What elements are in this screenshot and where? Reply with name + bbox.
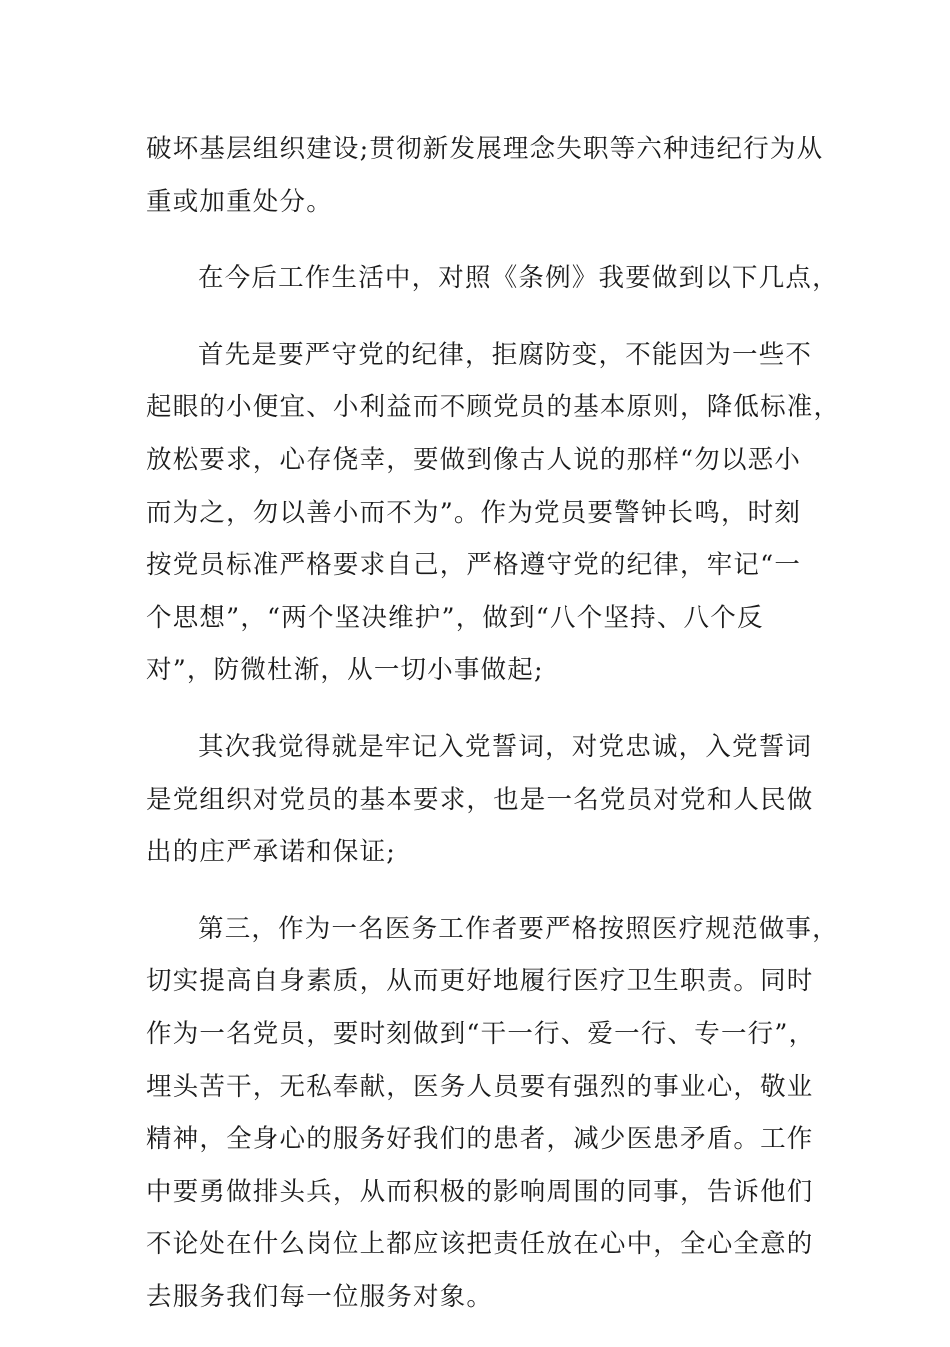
text-line: 首先是要严守党的纪律，拒腐防变，不能因为一些不 (198, 339, 813, 370)
text-line: 是党组织对党员的基本要求，也是一名党员对党和人民做 (146, 784, 814, 815)
text-line: 在今后工作生活中，对照《条例》我要做到以下几点， (198, 263, 839, 294)
text-line: 精神，全身心的服务好我们的患者，减少医患矛盾。工作 (146, 1124, 814, 1155)
text-line: 按党员标准严格要求自己，严格遵守党的纪律，牢记“一 (146, 550, 802, 581)
text-line: 作为一名党员，要时刻做到“干一行、爱一行、专一行”， (146, 1018, 816, 1049)
text-line: 对”，防微杜渐，从一切小事做起; (146, 655, 544, 686)
paragraph-second-point (146, 721, 814, 879)
text-line: 放松要求，心存侥幸，要做到像古人说的那样“勿以恶小 (146, 444, 802, 475)
paragraph-continued-discipline (146, 123, 824, 228)
text-line: 埋头苦干，无私奉献，医务人员要有强烈的事业心，敬业 (146, 1071, 814, 1102)
text-line: 破坏基层组织建设;贯彻新发展理念失职等六种违纪行为从 (146, 134, 824, 164)
paragraph-third-point (146, 903, 839, 1324)
text-line: 中要勇做排头兵，从而积极的影响周围的同事，告诉他们 (146, 1176, 814, 1207)
document-body (146, 123, 841, 1347)
text-line: 起眼的小便宜、小利益而不顾党员的基本原则，降低标准， (146, 392, 841, 423)
paragraph-first-point (146, 329, 841, 697)
text-line: 去服务我们每一位服务对象。 (146, 1281, 494, 1312)
text-line: 个思想”，“两个坚决维护”，做到“八个坚持、八个反 (146, 602, 764, 633)
text-line: 出的庄严承诺和保证; (146, 837, 397, 868)
text-line: 其次我觉得就是牢记入党誓词，对党忠诚，入党誓词 (198, 731, 813, 762)
text-line: 重或加重处分。 (146, 186, 333, 217)
text-line: 第三，作为一名医务工作者要严格按照医疗规范做事， (198, 913, 839, 944)
text-line: 而为之，勿以善小而不为”。作为党员要警钟长鸣，时刻 (146, 497, 802, 528)
text-line: 不论处在什么岗位上都应该把责任放在心中，全心全意的 (146, 1229, 814, 1260)
paragraph-intro-points (146, 252, 839, 305)
text-line: 切实提高自身素质，从而更好地履行医疗卫生职责。同时 (146, 966, 814, 997)
